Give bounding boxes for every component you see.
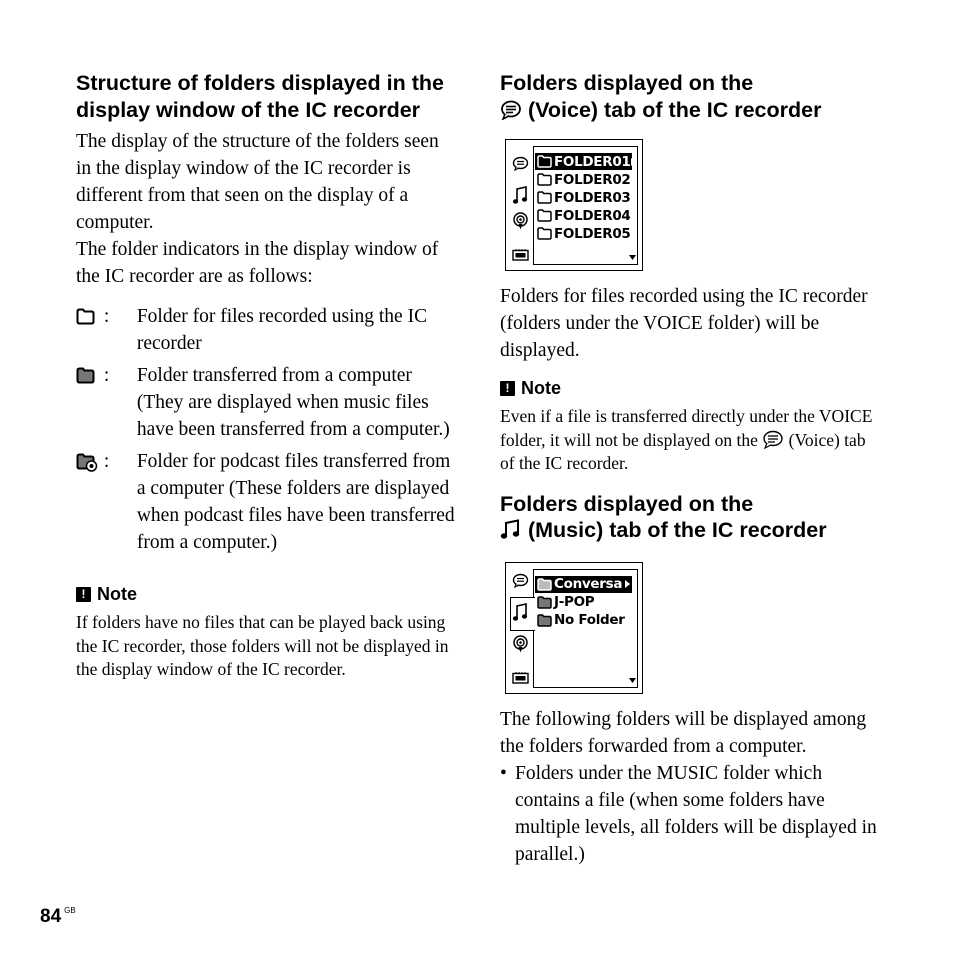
voice-tab-icon [512, 573, 529, 588]
folder-filled-icon [537, 578, 552, 591]
folder-outline-icon [537, 191, 552, 204]
folder-podcast-icon [76, 453, 98, 472]
definition-text: Folder transferred from a computer (They are displayed when music files have been transferred from a computer.) [136, 365, 450, 440]
note-heading: ! Note [76, 584, 456, 605]
definition-text: Folder for files recorded using the IC recorder [136, 306, 428, 354]
podcast-tab-icon [512, 635, 529, 653]
definition-item: : Folder for files recorded using the IC recorder [76, 303, 456, 357]
folder-outline-icon [537, 209, 552, 222]
note-text: If folders have no files that can be played back using the IC recorder, those folders will not be displayed in the display window of the IC recorder. [76, 612, 449, 679]
folder-filled-icon [537, 614, 552, 627]
music-paragraph: The following folders will be displayed among the folders forwarded from a computer. [500, 708, 867, 757]
folder-row[interactable] [535, 189, 631, 206]
bullet-item: • Folders under the MUSIC folder which contains a file (when some folders have multiple levels, all folders will be displayed in parallel.) [500, 760, 880, 868]
note-icon: ! [500, 381, 515, 396]
folder-row[interactable] [535, 612, 631, 629]
definition-item: : Folder transferred from a computer (They are displayed when music files have been transferred from a computer.) [76, 362, 456, 443]
folder-name: Conversa [554, 576, 623, 592]
voice-tab-icon [500, 100, 522, 120]
folder-outline-icon [537, 227, 552, 240]
region-code: GB [64, 906, 76, 915]
section-heading-structure: Structure of folders displayed in the display window of the IC recorder [76, 71, 444, 122]
note-text: Even if a file is transferred directly under the VOICE folder, it will not be displayed on the (Voice) tab of the IC recorder. [500, 406, 873, 473]
folder-filled-icon [537, 596, 552, 609]
folder-row[interactable] [535, 225, 631, 242]
page-number: 84 $^{GB}$ [40, 906, 76, 927]
chevron-right-icon [631, 154, 636, 170]
folder-row[interactable] [535, 207, 631, 224]
voice-tab-display [505, 139, 643, 271]
chevron-right-icon [625, 576, 630, 592]
folder-name: FOLDER04 [554, 207, 631, 224]
folder-outline-icon [537, 173, 552, 186]
folder-row[interactable] [535, 153, 632, 170]
folder-outline-icon [537, 155, 552, 168]
indicator-intro-paragraph: The folder indicators in the display window of the IC recorder are as follows: [76, 239, 439, 287]
folder-name: FOLDER05 [554, 225, 631, 242]
voice-paragraph: Folders for files recorded using the IC recorder (folders under the VOICE folder) will be displayed. [500, 286, 868, 361]
scroll-down-arrow-icon [629, 678, 636, 683]
folder-filled-icon [76, 367, 95, 384]
note-icon: ! [76, 587, 91, 602]
definition-item: : Folder for podcast files transferred from a computer (These folders are displayed when podcast files have been transferred from a computer.) [76, 448, 456, 556]
music-tab-icon [500, 519, 522, 540]
music-tab-icon [512, 186, 529, 205]
scroll-down-arrow-icon [629, 255, 636, 260]
folder-name: FOLDER02 [554, 171, 631, 188]
folder-name: FOLDER03 [554, 189, 631, 206]
folder-name: FOLDER01 [554, 153, 631, 170]
left-column [76, 70, 456, 682]
folder-name: No Folder [554, 612, 625, 628]
bullet-text: Folders under the MUSIC folder which contains a file (when some folders have multiple levels, all folders will be displayed in parallel.) [515, 762, 877, 865]
right-column [500, 70, 880, 868]
note-heading: ! Note [500, 378, 880, 399]
voice-tab-icon [762, 430, 784, 449]
music-tab-display [505, 562, 643, 694]
folder-row[interactable] [535, 594, 631, 611]
intro-paragraph: The display of the structure of the folders seen in the display window of the IC recorder is different from that seen on the display of a computer. [76, 131, 439, 233]
voice-tab-icon [512, 156, 529, 171]
folder-row[interactable] [535, 171, 631, 188]
podcast-tab-icon [512, 212, 529, 230]
music-tab-icon [512, 603, 529, 622]
folder-outline-icon [76, 308, 95, 325]
memory-card-icon [512, 249, 529, 261]
section-heading-music-tab: Folders displayed on the (Music) tab of the IC recorder [500, 491, 827, 542]
folder-row[interactable] [535, 576, 632, 593]
section-heading-voice-tab: Folders displayed on the (Voice) tab of the IC recorder [500, 71, 822, 122]
definition-text: Folder for podcast files transferred from a computer (These folders are displayed when podcast files have been transferred from a computer.) [136, 451, 455, 553]
memory-card-icon [512, 672, 529, 684]
folder-name: J-POP [554, 594, 595, 610]
